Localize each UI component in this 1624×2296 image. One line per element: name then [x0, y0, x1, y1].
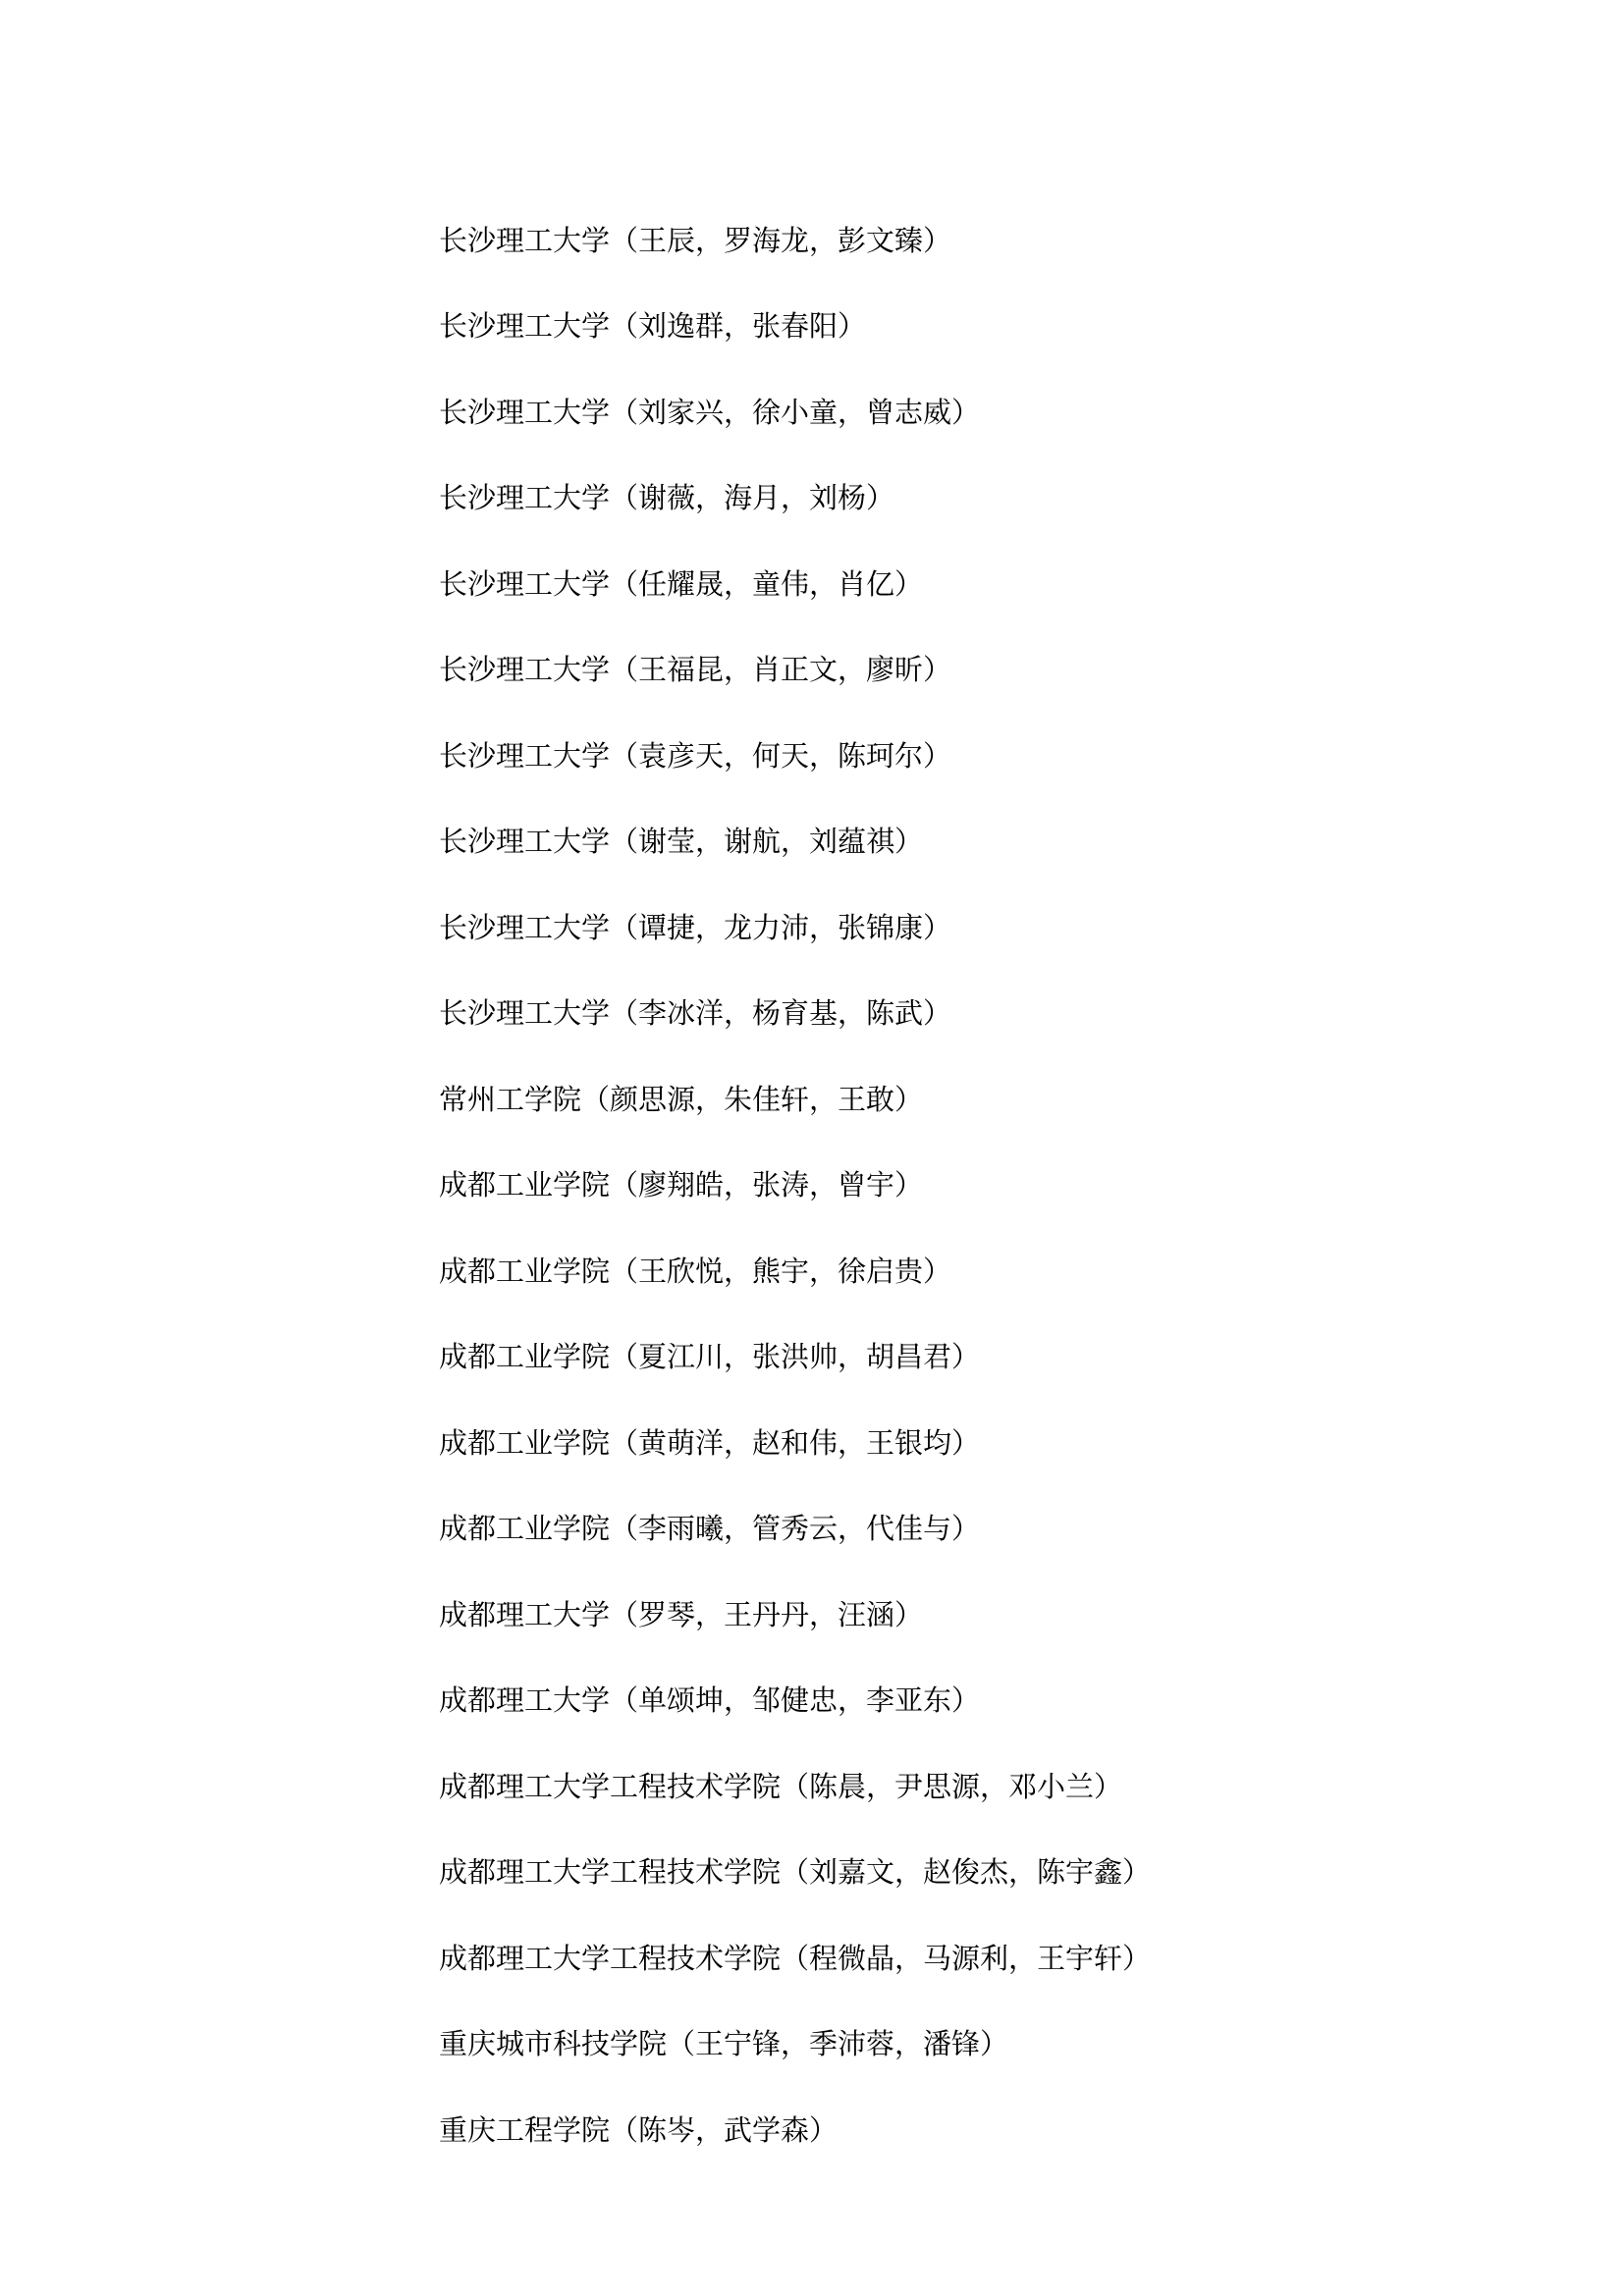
list-item: 成都工业学院（王欣悦，熊宇，徐启贵） — [439, 1255, 952, 1288]
list-item: 长沙理工大学（谢莹，谢航，刘蕴祺） — [439, 825, 924, 858]
list-item: 长沙理工大学（王福昆，肖正文，廖昕） — [439, 653, 952, 686]
list-item: 长沙理工大学（任耀晟，童伟，肖亿） — [439, 567, 924, 601]
list-item: 成都工业学院（廖翔皓，张涛，曾宇） — [439, 1168, 924, 1201]
list-item: 成都理工大学工程技术学院（陈晨，尹思源，邓小兰） — [439, 1770, 1123, 1803]
list-item: 常州工学院（颜思源，朱佳轩，王敢） — [439, 1083, 924, 1116]
list-item: 长沙理工大学（谭捷，龙力沛，张锦康） — [439, 911, 952, 944]
list-item: 重庆城市科技学院（王宁锋，季沛蓉，潘锋） — [439, 2027, 1009, 2060]
list-item: 长沙理工大学（刘家兴，徐小童，曾志威） — [439, 396, 981, 429]
list-item: 长沙理工大学（袁彦天，何天，陈珂尔） — [439, 739, 952, 773]
list-item: 成都理工大学（单颂坤，邹健忠，李亚东） — [439, 1683, 981, 1717]
list-item: 成都理工大学工程技术学院（刘嘉文，赵俊杰，陈宇鑫） — [439, 1855, 1152, 1889]
list-item: 成都理工大学工程技术学院（程微晶，马源利，王宇轩） — [439, 1942, 1152, 1975]
list-item: 成都工业学院（黄萌洋，赵和伟，王银均） — [439, 1426, 981, 1460]
list-item: 长沙理工大学（王辰，罗海龙，彭文臻） — [439, 224, 952, 257]
list-item: 长沙理工大学（谢薇，海月，刘杨） — [439, 481, 895, 514]
list-item: 重庆工程学院（陈岑，武学森） — [439, 2113, 839, 2147]
list-item: 成都理工大学（罗琴，王丹丹，汪涵） — [439, 1598, 924, 1631]
list-item: 成都工业学院（李雨曦，管秀云，代佳与） — [439, 1512, 981, 1545]
list-item: 长沙理工大学（刘逸群，张春阳） — [439, 309, 867, 343]
list-item: 长沙理工大学（李冰洋，杨育基，陈武） — [439, 996, 952, 1030]
list-item: 成都工业学院（夏江川，张洪帅，胡昌君） — [439, 1340, 981, 1373]
